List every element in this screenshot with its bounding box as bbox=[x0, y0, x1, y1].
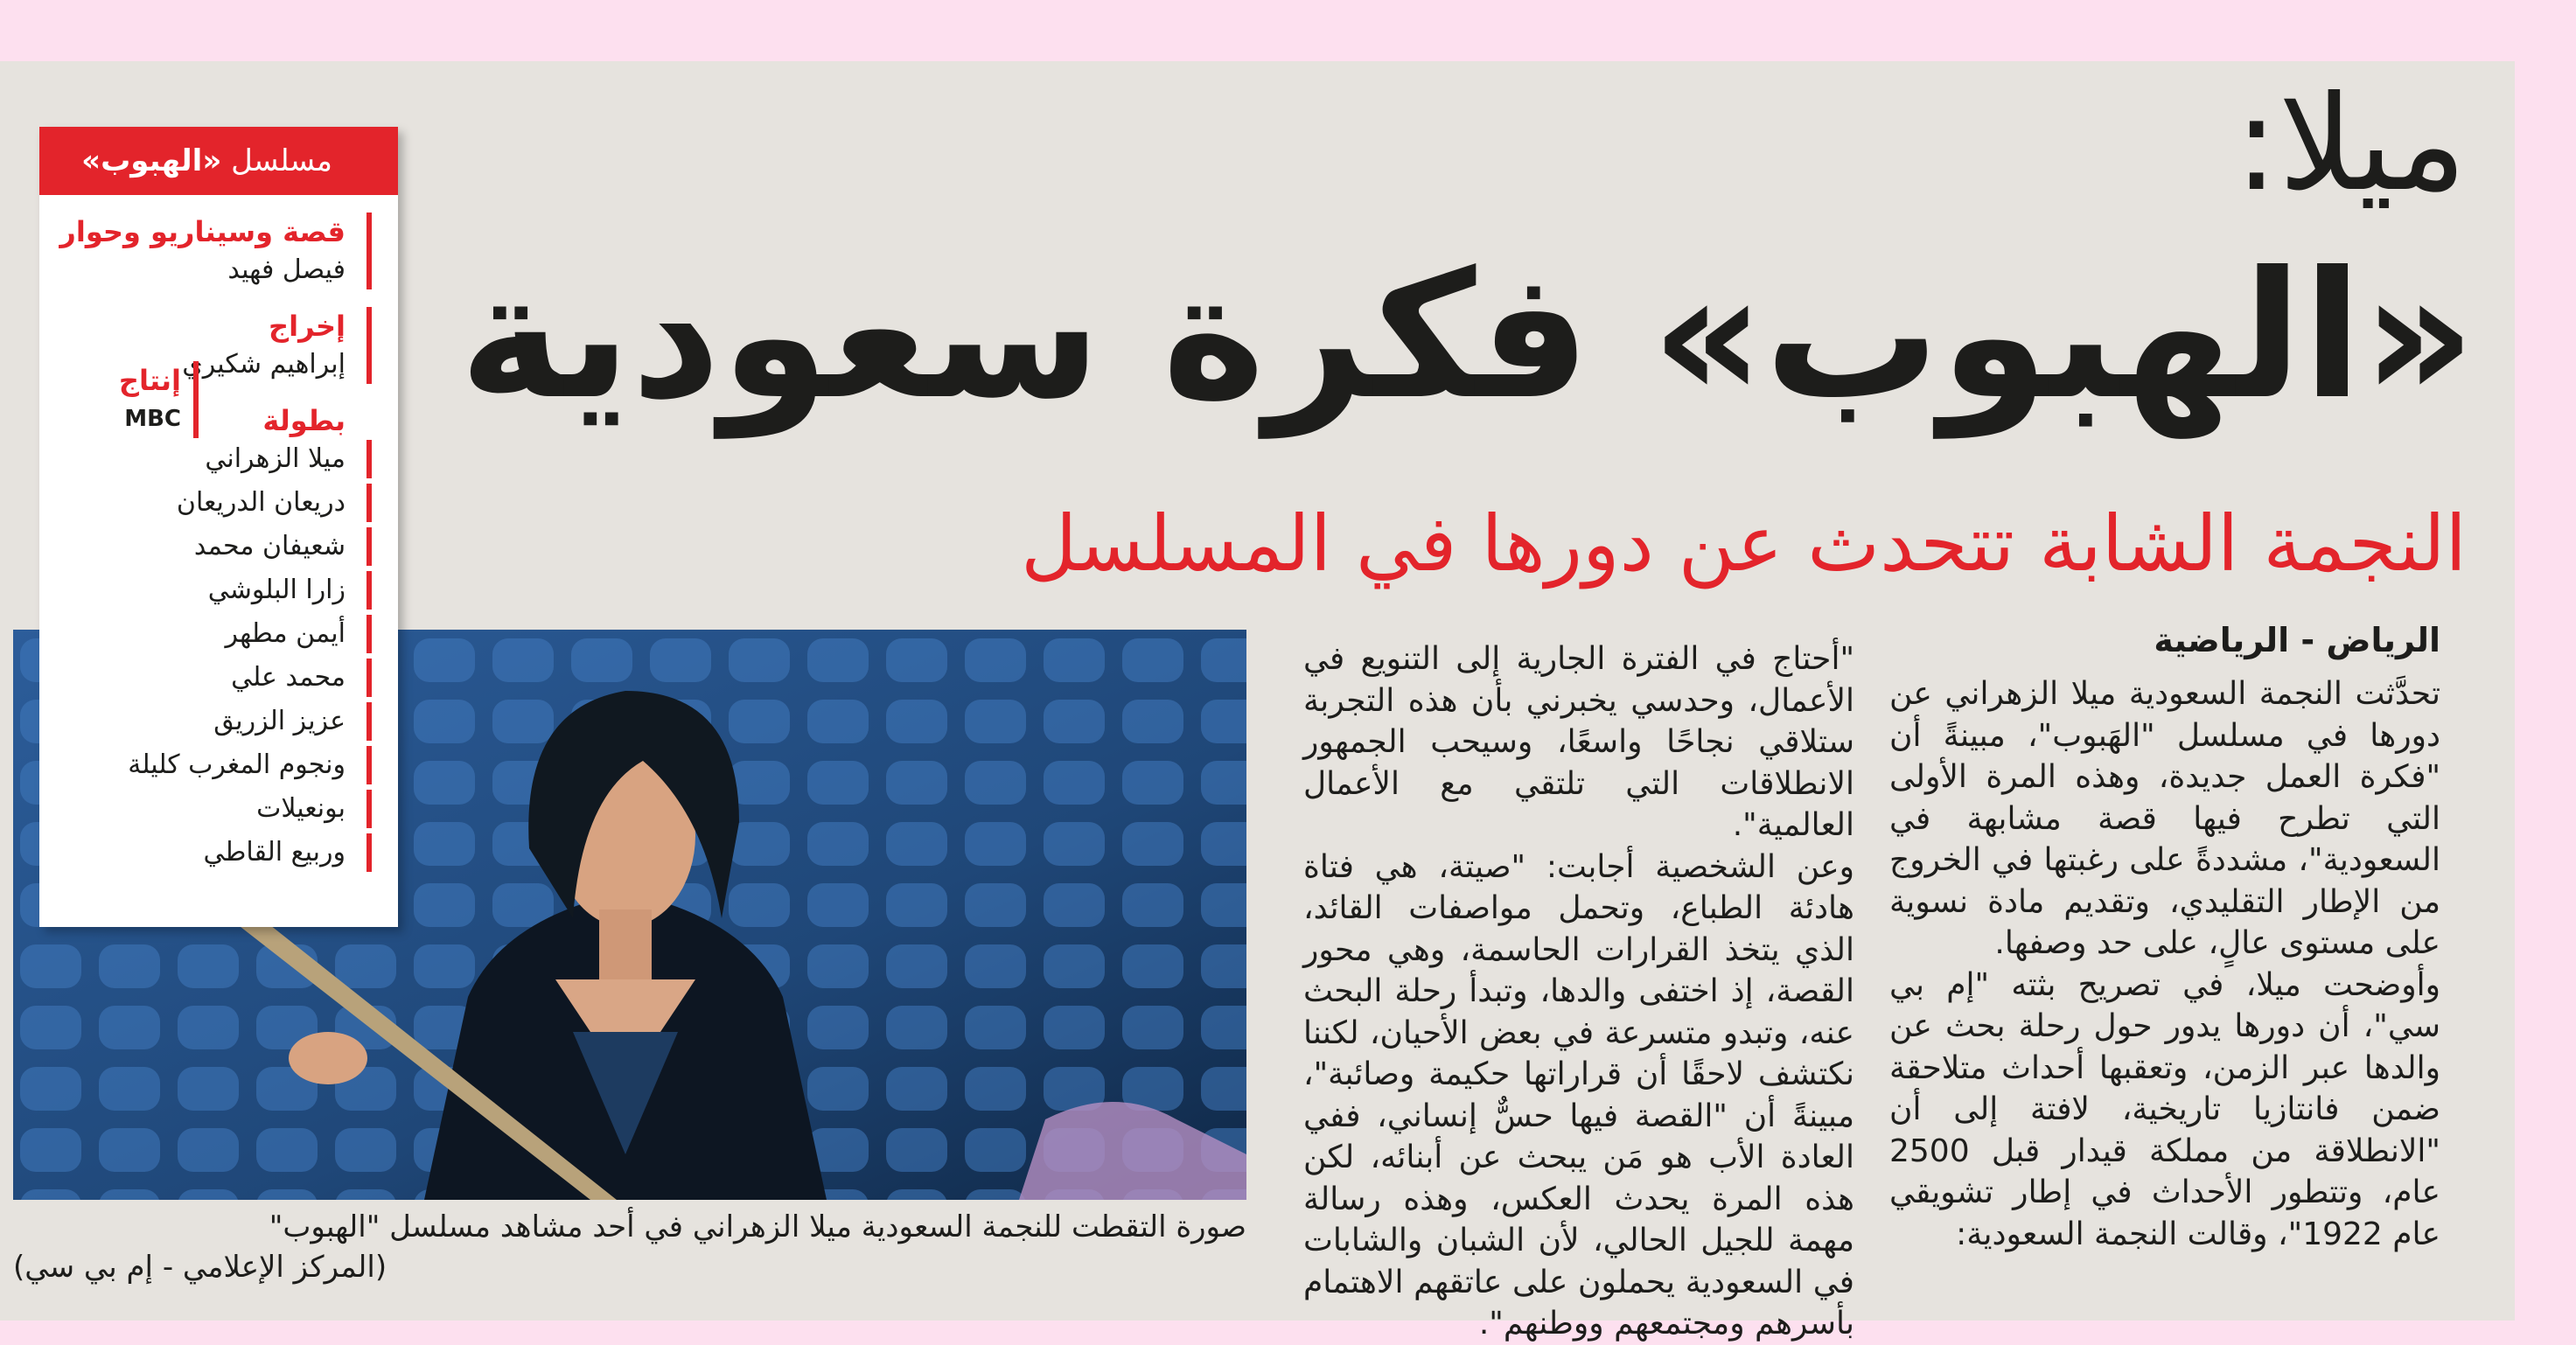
credit-cast bbox=[39, 401, 372, 872]
credit-production bbox=[67, 361, 199, 438]
credits-header-title: «الهبوب» bbox=[81, 143, 222, 178]
caption-credit: (المركز الإعلامي - إم بي سي) bbox=[13, 1250, 387, 1285]
article-paragraph: "أحتاج في الفترة الجارية إلى التنويع في الأعمال، وحدسي يخبرني بأن هذه التجربة ستلاقي نجاحًا واسعًا، وسيحب الجمهور الانطلاقات التي تلتقي مع الأعمال العالمية". bbox=[1303, 641, 1854, 843]
caption-line: صورة التقطت للنجمة السعودية ميلا الزهراني في أحد مشاهد مسلسل "الهبوب" bbox=[269, 1209, 1246, 1244]
cast-member: دريعان الدريعان bbox=[39, 484, 372, 522]
credit-role: بطولة bbox=[262, 404, 346, 437]
cast-member: زارا البلوشي bbox=[39, 571, 372, 610]
credit-role: إخراج bbox=[269, 310, 346, 343]
cast-member: عزيز الزريق bbox=[39, 702, 372, 741]
credits-body bbox=[39, 195, 398, 872]
credits-box bbox=[39, 127, 398, 927]
article-paragraph: وأوضحت ميلا، في تصريح بثته "إم بي سي"، أن دورها يدور حول رحلة بحث عن والدها عبر الزمن، وتعقبها أحداث متلاحقة ضمن فانتازيا تاريخية، لافتة إلى أن "الانطلاقة من مملكة قيدار قبل 2500 عام، وتتطور الأحداث في إطار تشويقي عام 1922"، وقالت النجمة السعودية: bbox=[1889, 966, 2440, 1252]
cast-member: بونعيلات bbox=[39, 790, 372, 828]
article-column-1 bbox=[1889, 673, 2440, 1255]
cast-member: ونجوم المغرب كليلة bbox=[39, 746, 372, 784]
cast-member: محمد علي bbox=[39, 659, 372, 697]
article-column-2 bbox=[1303, 638, 1854, 1345]
cast-member: أيمن مطهر bbox=[39, 615, 372, 653]
cast-member: وربيع القاطي bbox=[39, 833, 372, 872]
photo-caption bbox=[13, 1207, 1246, 1287]
headline-kicker: ميلا: bbox=[2234, 68, 2467, 220]
credit-name: إبراهيم شكيري bbox=[182, 349, 346, 380]
dateline: الرياض - الرياضية bbox=[2154, 621, 2440, 659]
credit-role: قصة وسيناريو وحوار bbox=[59, 215, 346, 248]
article-paragraph: وعن الشخصية أجابت: "صيتة، هي فتاة هادئة الطباع، وتحمل مواصفات القائد، الذي يتخذ القرارات الحاسمة، وهي محور القصة، إذ اختفى والدها، وتبدأ رحلة البحث عنه، وتبدو متسرعة في بعض الأحيان، لكننا نكتشف لاحقًا أن قراراتها حكيمة وصائبة"، مبينةً أن "القصة فيها حسٌّ إنساني، ففي العادة الأب هو مَن يبحث عن أبنائه، لكن هذه المرة يحدث العكس، وهذه رسالة مهمة للجيل الحالي، لأن الشبان والشابات في السعودية يحملون على عاتقهم الاهتمام بأسرهم ومجتمعهم ووطنهم". bbox=[1303, 848, 1854, 1342]
cast-member: شعيفان محمد bbox=[39, 527, 372, 566]
cast-member: ميلا الزهراني bbox=[39, 440, 372, 478]
credit-role: إنتاج bbox=[118, 364, 181, 397]
credits-header-prefix: مسلسل bbox=[231, 143, 332, 178]
subheadline: النجمة الشابة تتحدث عن دورها في المسلسل bbox=[1021, 498, 2467, 589]
credit-name: فيصل فهيد bbox=[227, 254, 346, 285]
credit-story bbox=[39, 213, 372, 289]
credit-name: MBC bbox=[124, 406, 181, 432]
article-paragraph: تحدَّثت النجمة السعودية ميلا الزهراني عن دورها في مسلسل "الهَبوب"، مبينةً أن "فكرة العمل جديدة، وهذه المرة الأولى التي تطرح فيها قصة مشابهة في السعودية"، مشددةً على رغبتها في الخروج من الإطار التقليدي، وتقديم مادة نسوية على مستوى عالٍ، على حد وصفها. bbox=[1889, 676, 2440, 961]
credits-header bbox=[39, 127, 398, 195]
headline: «الهبوب» فكرة سعودية bbox=[458, 234, 2475, 438]
newspaper-page bbox=[0, 61, 2515, 1342]
